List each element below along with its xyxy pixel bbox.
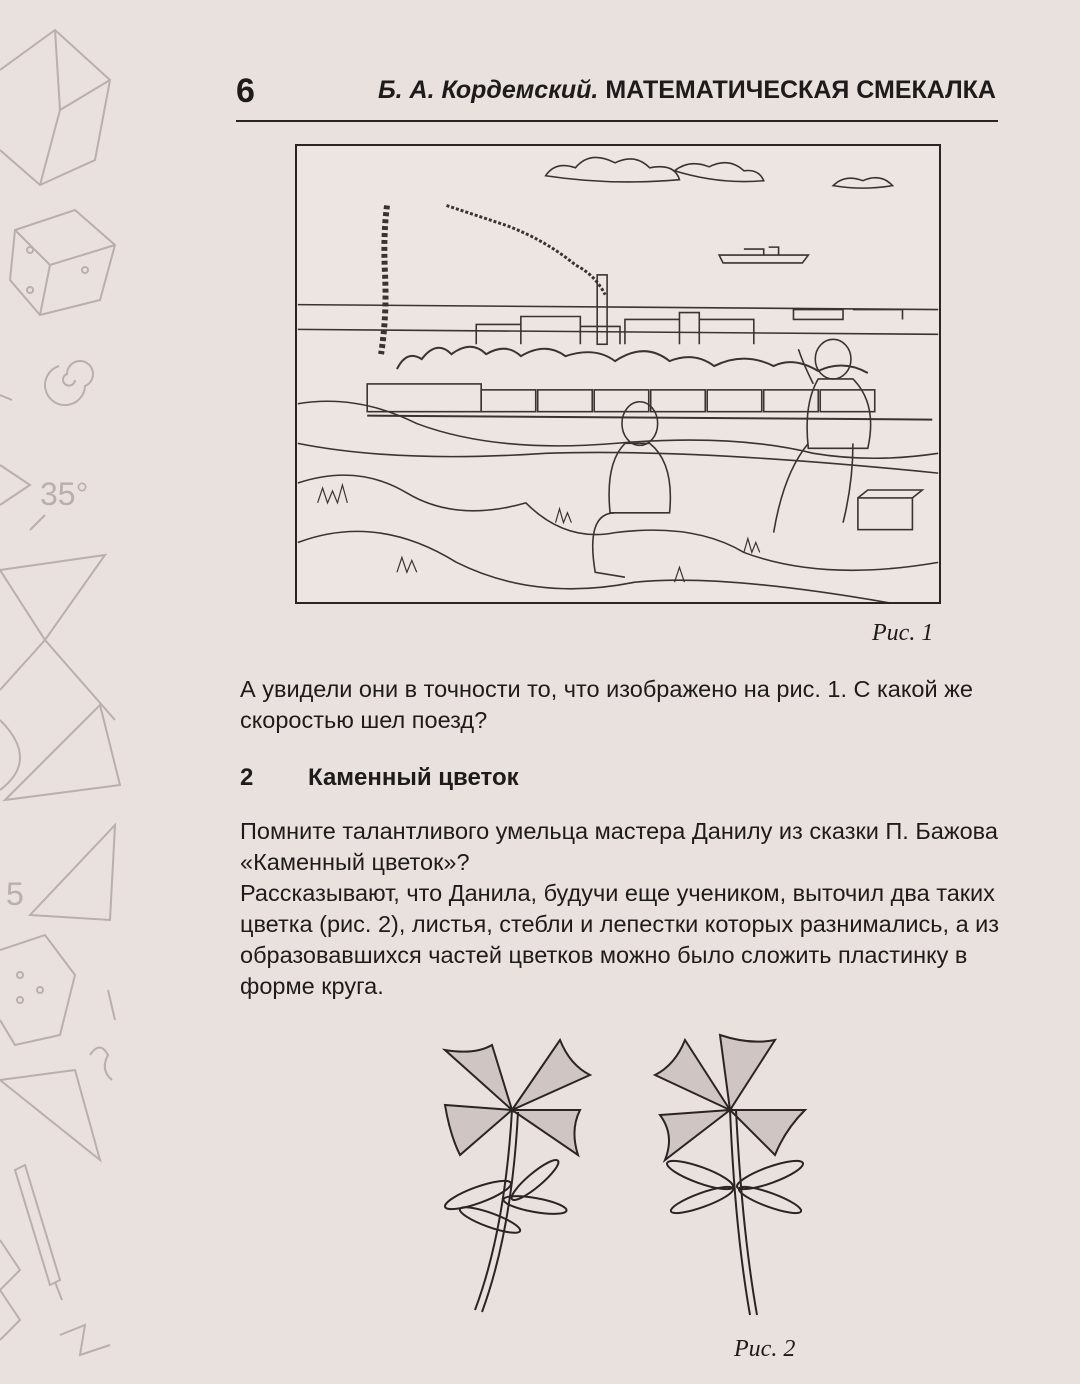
cube-sketch-icon: [0, 30, 110, 185]
dice-icon: [0, 935, 75, 1045]
angle-label: 35°: [40, 476, 89, 512]
angle-sketch-icon: [0, 465, 45, 530]
pencil-icon: [15, 1165, 62, 1300]
paragraph-intro: А увидели они в точности то, что изображено на рис. 1. С какой же скоростью шел поезд?: [240, 676, 973, 733]
paragraph-2: Рассказывают, что Данила, будучи еще учеником, выточил два таких цветка (рис. 2), листья, стебли и лепестки которых разнимались, а из образовавшихся частей цветков можно было сложить пластинку в форме круга.: [240, 880, 1000, 999]
figure-2-illustration: [430, 1030, 830, 1330]
triangle-icon: [30, 825, 115, 920]
stem-left: [475, 1110, 518, 1312]
zigzag-icon: [0, 1240, 110, 1355]
stem-right: [730, 1110, 757, 1315]
stone-flower-right: [655, 1035, 805, 1160]
page-number: 6: [236, 72, 255, 110]
margin-decoration: [0, 0, 140, 1384]
figure-1-illustration: [295, 144, 941, 604]
triangle-icon: [0, 555, 115, 720]
header-book-title: МАТЕМАТИЧЕСКАЯ СМЕКАЛКА: [605, 76, 996, 104]
section-title: Каменный цветок: [308, 764, 519, 791]
section-number: 2: [240, 764, 254, 791]
stone-flower-left: [445, 1040, 590, 1155]
triangle-icon: [0, 1070, 100, 1160]
figure-2-caption: Рис. 2: [734, 1336, 796, 1362]
figure-1-caption: Рис. 1: [872, 620, 934, 646]
header-author: Б. А. Кордемский.: [377, 76, 599, 104]
triangle-icon: [0, 705, 120, 800]
digit-label: 5: [6, 876, 24, 912]
paragraph-1: Помните талантливого умельца мастера Данилу из сказки П. Бажова «Каменный цветок»?: [240, 818, 998, 875]
running-title: [378, 76, 996, 105]
running-header: [236, 72, 998, 122]
dice-icon: [10, 210, 115, 315]
spiral-icon: [45, 361, 93, 405]
